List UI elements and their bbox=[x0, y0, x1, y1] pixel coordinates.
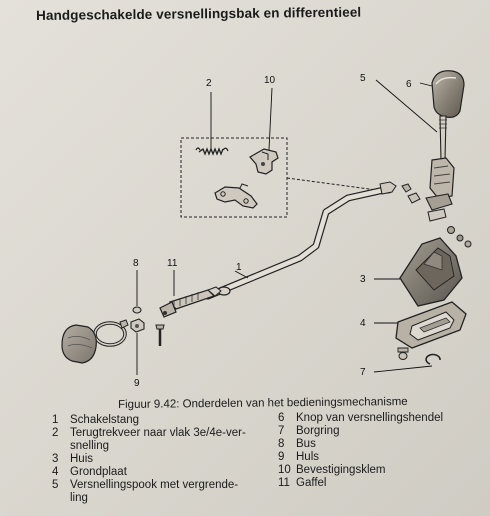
legend-right bbox=[272, 412, 482, 490]
selector-bracket bbox=[215, 184, 257, 208]
callout-5: 5 bbox=[360, 73, 366, 84]
rubber-boot bbox=[62, 325, 96, 363]
legend-item: 11 Gaffel bbox=[278, 477, 327, 489]
legend-item: 8 Bus bbox=[278, 438, 316, 450]
callout-11: 11 bbox=[167, 258, 178, 269]
shift-fork bbox=[160, 287, 221, 317]
legend-item: 1 Schakelstang bbox=[52, 414, 140, 426]
figure-caption: Figuur 9.42: Onderdelen van het bedieningsmechanisme bbox=[118, 395, 408, 411]
legend-item: 2 Terugtrekveer naar vlak 3e/4e-ver- bbox=[52, 427, 246, 439]
callout-1: 1 bbox=[236, 262, 242, 273]
page-heading: Handgeschakelde versnellingsbak en differentieel bbox=[36, 4, 362, 23]
callout-8: 8 bbox=[133, 258, 139, 269]
leader-lines bbox=[137, 80, 437, 375]
callout-6: 6 bbox=[406, 79, 412, 90]
legend-item: 9 Huls bbox=[278, 451, 320, 463]
legend-item: 6 Knop van versnellingshendel bbox=[278, 412, 444, 424]
legend-item: ling bbox=[70, 492, 88, 504]
gear-housing bbox=[400, 238, 462, 306]
callout-3: 3 bbox=[360, 274, 366, 285]
legend-item: 10 Bevestigingsklem bbox=[278, 464, 386, 476]
return-spring bbox=[196, 148, 228, 154]
base-plate bbox=[396, 302, 466, 348]
mounting-clip bbox=[250, 149, 278, 174]
callout-4: 4 bbox=[360, 318, 366, 329]
gear-knob bbox=[432, 71, 464, 118]
circlip bbox=[398, 348, 440, 364]
legend-item: snelling bbox=[70, 440, 109, 452]
legend-item: 5 Versnellingspook met vergrende- bbox=[52, 479, 239, 491]
legend-item: 4 Grondplaat bbox=[52, 466, 127, 478]
callout-2: 2 bbox=[206, 78, 212, 89]
callout-9: 9 bbox=[134, 378, 140, 389]
callout-7: 7 bbox=[360, 367, 366, 378]
legend-item: 3 Huis bbox=[52, 453, 94, 465]
callout-10: 10 bbox=[264, 75, 276, 86]
gear-lever bbox=[426, 116, 454, 221]
legend-item: 7 Borgring bbox=[278, 425, 340, 437]
legend-left bbox=[46, 414, 256, 505]
hose-clamp bbox=[95, 320, 128, 345]
bush-and-sleeve bbox=[131, 307, 164, 346]
